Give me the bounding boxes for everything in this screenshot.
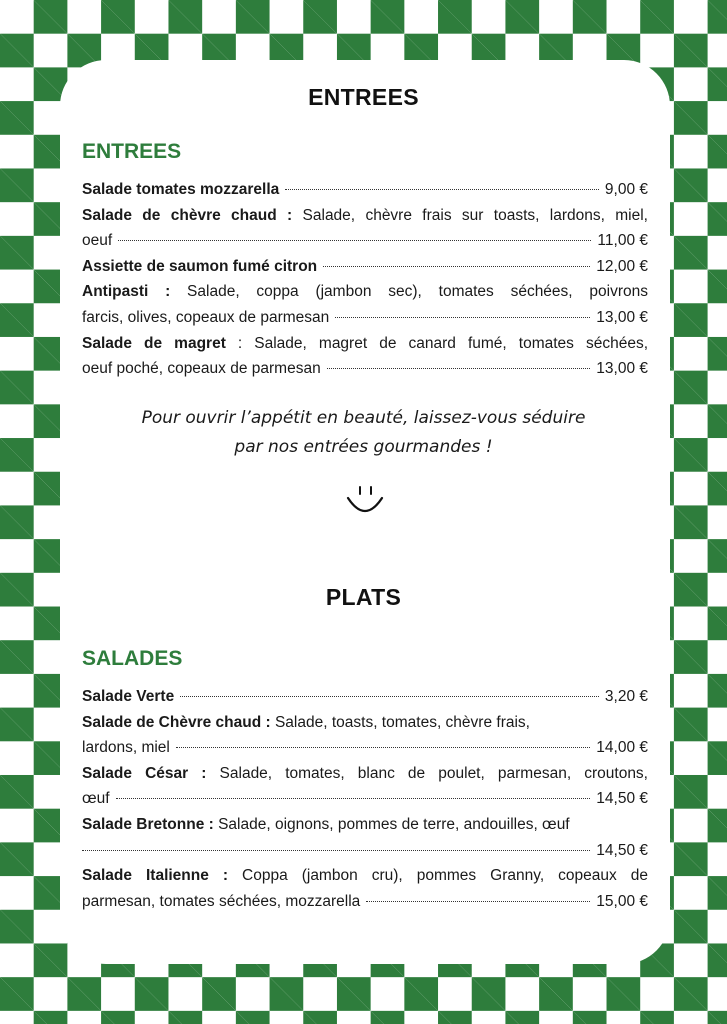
list-item-continuation bbox=[82, 786, 648, 812]
item-description-end: oeuf bbox=[82, 232, 113, 250]
dot-leader bbox=[180, 696, 599, 697]
list-item-continuation bbox=[82, 838, 648, 864]
list-item-continuation bbox=[82, 889, 648, 915]
item-name: Salade Bretonne : bbox=[82, 815, 214, 833]
item-price: 14,50 € bbox=[596, 841, 648, 859]
item-description: Salade, oignons, pommes de terre, andouilles, œuf bbox=[213, 815, 570, 833]
section-title-entrees: ENTREES bbox=[308, 84, 419, 110]
entrees-list bbox=[82, 177, 648, 382]
dot-leader bbox=[327, 368, 591, 369]
salades-list bbox=[82, 684, 648, 914]
section-title-plats: PLATS bbox=[325, 584, 402, 610]
item-description: Salade, chèvre frais sur toasts, lardons, miel, bbox=[292, 206, 648, 224]
list-item bbox=[82, 254, 648, 280]
tagline-line-2: par nos entrées gourmandes ! bbox=[234, 437, 493, 457]
list-item bbox=[82, 684, 648, 710]
item-name: Salade de chèvre chaud : bbox=[82, 206, 293, 224]
list-item-continuation bbox=[82, 228, 648, 254]
list-item bbox=[82, 177, 648, 203]
list-item bbox=[82, 863, 648, 889]
list-item bbox=[82, 761, 648, 787]
item-price: 13,00 € bbox=[596, 308, 648, 326]
item-price: 12,00 € bbox=[596, 257, 648, 275]
category-title-salades: SALADES bbox=[82, 647, 183, 670]
item-price: 3,20 € bbox=[604, 688, 648, 705]
item-name: Salade Italienne : bbox=[82, 867, 229, 885]
list-item-continuation bbox=[82, 305, 648, 331]
item-line bbox=[82, 279, 648, 305]
item-price: 14,00 € bbox=[596, 739, 648, 757]
item-price: 13,00 € bbox=[596, 360, 648, 378]
item-name: Salade de Chèvre chaud : bbox=[82, 713, 271, 731]
list-item-continuation bbox=[82, 356, 648, 382]
item-name: Antipasti : bbox=[82, 283, 171, 301]
list-item-continuation bbox=[82, 735, 648, 761]
smiley-icon bbox=[344, 484, 386, 516]
list-item bbox=[82, 710, 648, 736]
item-name: Assiette de saumon fumé citron bbox=[82, 257, 318, 275]
item-price: 9,00 € bbox=[604, 181, 648, 198]
dot-leader bbox=[116, 798, 591, 799]
list-item bbox=[82, 203, 648, 229]
item-name: Salade tomates mozzarella bbox=[82, 181, 280, 198]
item-name: Salade Verte bbox=[82, 688, 175, 705]
item-price: 14,50 € bbox=[596, 790, 648, 808]
tagline bbox=[0, 404, 727, 462]
item-description-end: œuf bbox=[82, 790, 110, 808]
list-item bbox=[82, 812, 648, 838]
item-line bbox=[82, 331, 648, 357]
item-description: : Salade, magret de canard fumé, tomates séchées, bbox=[225, 334, 648, 352]
category-title-entrees: ENTREES bbox=[82, 140, 182, 163]
dot-leader bbox=[82, 850, 590, 851]
dot-leader bbox=[323, 266, 590, 267]
tagline-line-1: Pour ouvrir l’appétit en beauté, laissez-vous séduire bbox=[141, 408, 586, 428]
item-price: 11,00 € bbox=[597, 232, 648, 250]
dot-leader bbox=[118, 240, 591, 241]
item-description-end: parmesan, tomates séchées, mozzarella bbox=[82, 892, 361, 910]
item-name: Salade de magret bbox=[82, 334, 226, 352]
item-line bbox=[82, 203, 648, 229]
dot-leader bbox=[285, 189, 599, 190]
item-description: Salade, coppa (jambon sec), tomates séchées, poivrons bbox=[170, 283, 648, 301]
item-description-end: farcis, olives, copeaux de parmesan bbox=[82, 308, 330, 326]
item-name: Salade César : bbox=[82, 764, 207, 782]
dot-leader bbox=[335, 317, 590, 318]
item-description: Salade, tomates, blanc de poulet, parmesan, croutons, bbox=[206, 764, 648, 782]
dot-leader bbox=[176, 747, 590, 748]
item-description: Salade, toasts, tomates, chèvre frais, bbox=[270, 713, 530, 731]
list-item bbox=[82, 331, 648, 357]
item-description-end: lardons, miel bbox=[82, 739, 170, 757]
dot-leader bbox=[366, 901, 590, 902]
item-description: Coppa (jambon cru), pommes Granny, copeaux de bbox=[228, 867, 648, 885]
list-item bbox=[82, 279, 648, 305]
item-description-end: oeuf poché, copeaux de parmesan bbox=[82, 360, 321, 378]
item-price: 15,00 € bbox=[596, 892, 648, 910]
